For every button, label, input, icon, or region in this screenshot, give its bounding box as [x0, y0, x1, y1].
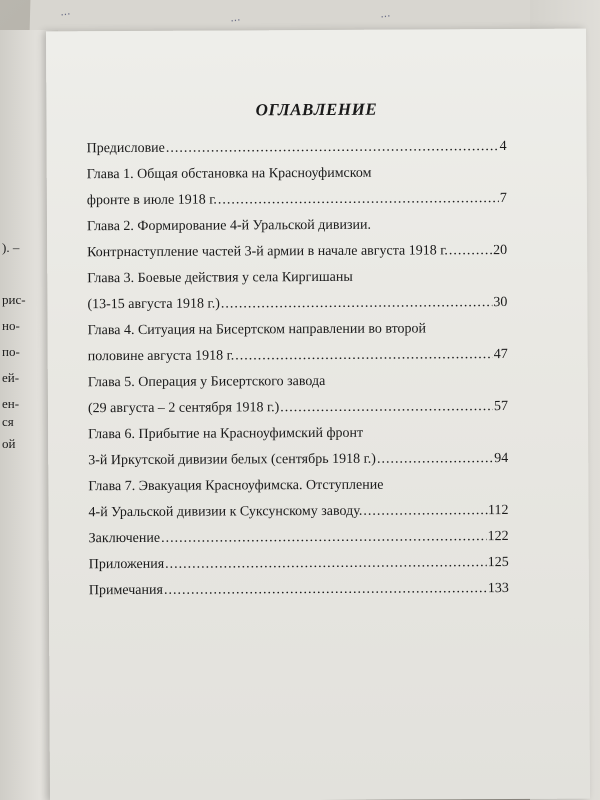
toc-line [89, 555, 509, 583]
toc-entry-text: Приложения [88, 556, 165, 573]
toc-entry-text: (29 августа – 2 сентября 1918 г.) [87, 400, 280, 417]
toc-entry-text: Глава 2. Формирование 4-й Уральской дивизии. [86, 217, 372, 235]
background-scribble: ... [379, 5, 391, 21]
toc-leader-dots [449, 243, 492, 259]
toc-page-number: 30 [493, 295, 508, 311]
toc-page-number: 94 [494, 451, 509, 467]
left-page-fragment: ). – [2, 240, 20, 255]
toc-entry-text: фронте в июле 1918 г. [86, 192, 217, 209]
toc-page-number: 133 [487, 581, 509, 597]
toc-entry-text: Контрнаступление частей 3-й армии в начале августа 1918 г. [87, 243, 448, 261]
toc-entry-text: Глава 5. Операция у Бисертского завода [87, 373, 326, 391]
toc-page-number: 57 [493, 399, 508, 415]
toc-page-number: 122 [487, 529, 509, 545]
toc-entry-text: Глава 6. Прибытие на Красноуфимский фронт [88, 425, 364, 443]
toc-line [87, 295, 507, 323]
toc-leader-dots [280, 399, 493, 416]
left-page-fragment: но- [2, 318, 20, 333]
book-page [46, 29, 590, 800]
left-page-fragment: по- [2, 344, 20, 359]
toc-entry-text: 3-й Иркутской дивизии белых (сентябрь 1918 г.) [88, 451, 376, 469]
toc-line [88, 477, 508, 505]
toc-leader-dots [218, 191, 499, 208]
toc-entry-text: Предисловие [86, 140, 165, 157]
toc-entry-text: Глава 7. Эвакуация Красноуфимска. Отступление [88, 477, 384, 495]
toc-line [88, 347, 508, 375]
toc-entry-text: Глава 3. Боевые действия у села Киргишаны [87, 269, 353, 287]
toc-line [87, 139, 507, 167]
left-page-fragment: ся [2, 414, 14, 429]
toc-entry-text: половине августа 1918 г. [87, 348, 235, 365]
toc-page-number: 125 [487, 555, 509, 571]
background-scribble: ... [59, 3, 71, 19]
toc-leader-dots [164, 581, 487, 599]
toc-leader-dots [363, 503, 487, 520]
toc-leader-dots [377, 451, 493, 468]
toc-leader-dots [235, 347, 493, 364]
toc-page-number: 20 [493, 243, 508, 259]
toc-leader-dots [166, 139, 499, 157]
toc-line [88, 503, 508, 531]
toc-line [88, 451, 508, 479]
toc-line [88, 321, 508, 349]
toc-page-number: 47 [493, 347, 508, 363]
toc-entry-text: 4-й Уральской дивизии к Суксунскому заводу. [88, 503, 363, 521]
toc-entry-text: (13-15 августа 1918 г.) [87, 296, 220, 313]
toc-entry-text: Глава 4. Ситуация на Бисертском направлении во второй [87, 321, 427, 339]
left-page-fragment: ей- [2, 370, 20, 385]
table-of-contents [87, 139, 509, 609]
left-page-fragment: рис- [2, 292, 26, 307]
toc-line [89, 529, 509, 557]
left-page-fragment: ен- [2, 396, 20, 411]
background-scribble: ... [229, 9, 241, 25]
toc-page-number: 112 [487, 503, 509, 519]
toc-line [87, 217, 507, 245]
toc-line [88, 425, 508, 453]
toc-leader-dots [161, 529, 487, 547]
toc-leader-dots [165, 555, 487, 573]
toc-title: ОГЛАВЛЕНИЕ [255, 99, 378, 120]
toc-line [89, 581, 509, 609]
toc-line [87, 165, 507, 193]
toc-page-number: 7 [499, 191, 507, 207]
toc-entry-text: Примечания [88, 582, 163, 599]
left-page-fragment: ой [2, 436, 16, 451]
toc-line [88, 373, 508, 401]
toc-line [87, 243, 507, 271]
toc-entry-text: Глава 1. Общая обстановка на Красноуфимском [86, 165, 372, 183]
toc-leader-dots [221, 295, 493, 312]
toc-entry-text: Заключение [88, 530, 161, 547]
toc-line [87, 269, 507, 297]
toc-line [88, 399, 508, 427]
toc-line [87, 191, 507, 219]
toc-page-number: 4 [499, 139, 507, 155]
